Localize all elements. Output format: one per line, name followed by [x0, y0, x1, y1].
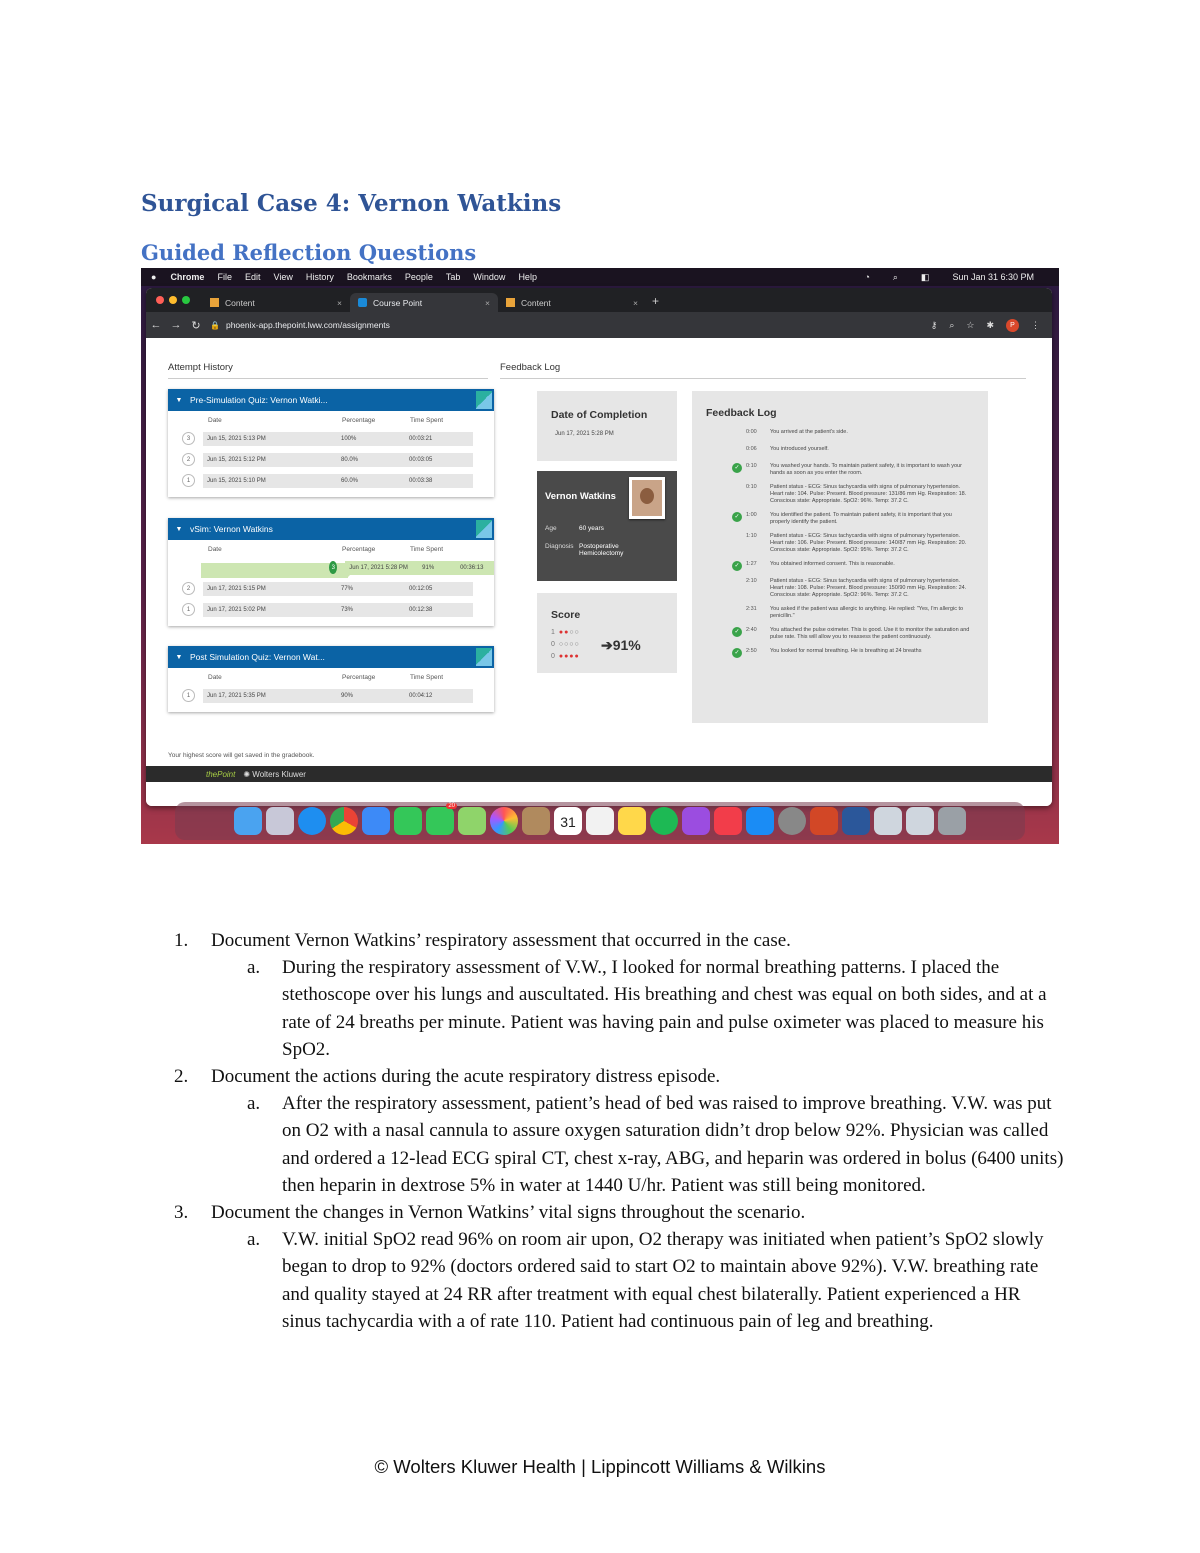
- menu-view[interactable]: View: [273, 272, 293, 282]
- thepoint-logo: thePoint: [206, 769, 236, 779]
- blank-icon: [732, 446, 742, 456]
- attempt-percentage: 77%: [337, 582, 405, 596]
- browser-toolbar: [146, 312, 1052, 338]
- score-rating-dots: 1 ●●○○ 0 ○○○○ 0 ●●●●: [551, 629, 580, 660]
- messages-icon[interactable]: [426, 803, 455, 835]
- feedback-log-entry: [692, 561, 988, 571]
- attempt-percentage: 100%: [337, 432, 405, 446]
- menu-history[interactable]: History: [305, 272, 334, 282]
- chrome-icon[interactable]: [330, 807, 358, 835]
- check-icon: ✓: [732, 627, 742, 637]
- answer-item: [174, 1090, 1064, 1199]
- divider: [500, 378, 1026, 379]
- menu-window[interactable]: Window: [473, 272, 506, 282]
- blank-icon: [732, 429, 742, 439]
- word-icon[interactable]: [842, 807, 870, 835]
- chevron-down-icon[interactable]: ▼: [175, 653, 183, 661]
- answer-text: During the respiratory assessment of V.W., I looked for normal breathing patterns. I placed the stethoscope over his lungs and auscultated. His breathing and chest was equal on both sides, and at a rate of 24 breaths per minute. Patient was having pain and pulse oximeter was placed to measure his SpO2.: [282, 957, 1047, 1060]
- zoom-icon[interactable]: ⌕: [949, 319, 955, 330]
- podcasts-icon[interactable]: [682, 807, 710, 835]
- completion-date: Jun 17, 2021 5:28 PM: [555, 431, 614, 437]
- attempt-number: 2: [182, 453, 195, 466]
- photos-icon[interactable]: [490, 807, 518, 835]
- feedback-log-entry: [692, 533, 988, 554]
- feedback-log-entry: [692, 627, 988, 641]
- attempt-date: Jun 17, 2021 5:02 PM: [203, 603, 337, 617]
- attempt-time: 00:04:12: [405, 689, 473, 703]
- attempt-number: 3: [329, 561, 337, 574]
- lock-icon: 🔒: [210, 320, 220, 330]
- back-icon[interactable]: ←: [150, 319, 162, 331]
- attempt-card-header[interactable]: [168, 518, 494, 540]
- attempt-time: 00:03:21: [405, 432, 473, 446]
- finder-icon[interactable]: [234, 807, 262, 835]
- question-number: 3.: [174, 1202, 189, 1224]
- coursepoint-favicon-icon: [358, 298, 367, 307]
- entry-text: You looked for normal breathing. He is breathing at 24 breaths: [770, 648, 922, 654]
- question-item: [174, 1199, 1064, 1335]
- attempt-percentage: 60.0%: [337, 474, 405, 488]
- answer-label: a.: [247, 1093, 261, 1115]
- entry-time: 2:50: [746, 648, 757, 654]
- table-row[interactable]: [168, 685, 494, 706]
- patient-diagnosis: [545, 543, 639, 557]
- messages-badge: 20: [448, 803, 455, 809]
- entry-text: You asked if the patient was allergic to anything. He replied: "Yes, I'm allergic to penicillin.": [770, 606, 964, 619]
- menu-chrome[interactable]: Chrome: [170, 272, 205, 282]
- reminders-icon[interactable]: [586, 807, 614, 835]
- extensions-icon[interactable]: ✱: [986, 319, 994, 330]
- question-text: Document the changes in Vernon Watkins’ vital signs throughout the scenario.: [211, 1202, 806, 1224]
- entry-time: 0:00: [746, 429, 757, 435]
- chevron-down-icon[interactable]: ▼: [175, 525, 183, 533]
- feedback-log-box: [692, 391, 988, 723]
- mac-menubar: [141, 268, 1059, 286]
- blank-icon: [732, 484, 742, 494]
- attempt-time: 00:12:38: [405, 603, 473, 617]
- check-icon: ✓: [732, 512, 742, 522]
- tab-label: Content: [225, 297, 255, 308]
- feedback-log-entry: [692, 648, 988, 658]
- entry-time: 1:00: [746, 512, 757, 518]
- mac-dock: [175, 802, 1025, 840]
- entry-time: 1:10: [746, 533, 757, 539]
- profile-avatar[interactable]: P: [1006, 319, 1019, 332]
- card-title: Post Simulation Quiz: Vernon Wat...: [190, 652, 325, 662]
- menu-people[interactable]: People: [404, 272, 433, 282]
- question-text: Document Vernon Watkins’ respiratory assessment that occurred in the case.: [211, 930, 791, 951]
- card-title: vSim: Vernon Watkins: [190, 524, 273, 534]
- wk-text: Wolters Kluwer: [252, 769, 306, 779]
- question-number: 1.: [174, 930, 189, 951]
- tab-content-1[interactable]: [202, 293, 350, 312]
- attempt-time: 00:03:05: [405, 453, 473, 467]
- menu-tab[interactable]: Tab: [445, 272, 461, 282]
- reload-icon[interactable]: ↻: [191, 319, 201, 332]
- tab-course-point[interactable]: [350, 293, 498, 312]
- attempt-date: Jun 15, 2021 5:12 PM: [203, 453, 337, 467]
- question-item: [174, 1063, 1064, 1199]
- age-value: 60 years: [579, 525, 604, 532]
- section-subtitle: Guided Reflection Questions: [141, 240, 477, 265]
- score-box: [537, 593, 677, 673]
- attempt-date: Jun 15, 2021 5:13 PM: [203, 432, 337, 446]
- feedback-log-entry: [692, 429, 988, 439]
- feedback-log-entry: [692, 484, 988, 505]
- col-percentage: Percentage: [342, 674, 376, 681]
- patient-card: [537, 471, 677, 581]
- attempt-history-heading: Attempt History: [168, 362, 233, 373]
- col-time: Time Spent: [410, 546, 443, 553]
- attempt-card: [168, 646, 494, 712]
- attempt-number: 2: [182, 582, 195, 595]
- new-tab-icon[interactable]: +: [652, 294, 660, 308]
- score-value: [601, 637, 641, 654]
- menu-file[interactable]: File: [217, 272, 232, 282]
- entry-time: 0:06: [746, 446, 757, 452]
- date-of-completion-title: Date of Completion: [551, 409, 648, 421]
- mail-icon[interactable]: [362, 807, 390, 835]
- answer-text: V.W. initial SpO2 read 96% on room air upon, O2 therapy was initiated when patient’s SpO2 slowly began to drop to 92% (doctors ordered said to start O2 to maintain above 92%). V.W. breathing rate and quality stayed at 24 RR after treatment with equal chest bilaterally. Patient experienced a HR sinus tachycardia with a of rate 110. Patient had continuous pain of leg and breathing.: [282, 1229, 1044, 1332]
- menu-bookmarks[interactable]: Bookmarks: [346, 272, 392, 282]
- star-icon[interactable]: ☆: [966, 319, 975, 330]
- arrow-right-icon: ➔: [601, 637, 613, 653]
- attempt-date: Jun 17, 2021 5:28 PM: [345, 561, 418, 575]
- check-icon: ✓: [732, 648, 742, 658]
- entry-time: 2:10: [746, 578, 757, 584]
- entry-text: Patient status - ECG: Sinus tachycardia with signs of pulmonary hypertension. Heart rate: 108. Pulse: Present. Blood pressure: 150/90 mm Hg. Respiration: 24. Conscious state: Appropriate. SpO2: 96%. Temp: 37.2 C.: [770, 578, 967, 598]
- col-date: Date: [208, 546, 222, 553]
- question-text: Document the actions during the acute respiratory distress episode.: [211, 1066, 721, 1088]
- key-icon[interactable]: ⚷: [930, 319, 938, 330]
- entry-text: You washed your hands. To maintain patient safety, it is important to wash your hands as soon as you enter the room.: [770, 463, 962, 476]
- embedded-screenshot: [141, 268, 1059, 844]
- close-window-icon[interactable]: [156, 296, 164, 304]
- notes-icon[interactable]: [618, 807, 646, 835]
- menubar-clock[interactable]: Sun Jan 31 6:30 PM: [952, 272, 1034, 282]
- col-date: Date: [208, 674, 222, 681]
- close-tab-icon[interactable]: ×: [633, 297, 638, 308]
- table-row[interactable]: [168, 428, 494, 449]
- attempt-percentage: 80.0%: [337, 453, 405, 467]
- page-content: [146, 338, 1052, 806]
- spotify-icon[interactable]: [650, 807, 678, 835]
- feedback-log-entry: [692, 606, 988, 620]
- question-list: [174, 927, 1064, 1335]
- blank-icon: [732, 606, 742, 616]
- content-favicon-icon: [506, 298, 515, 307]
- check-icon: ✓: [732, 561, 742, 571]
- attempt-date: Jun 17, 2021 5:15 PM: [203, 582, 337, 596]
- check-icon: ✓: [732, 463, 742, 473]
- powerpoint-icon[interactable]: [810, 807, 838, 835]
- tab-label: Course Point: [373, 297, 423, 308]
- table-row[interactable]: [168, 578, 494, 599]
- feedback-log-heading: Feedback Log: [500, 362, 561, 373]
- entry-time: 0:10: [746, 484, 757, 490]
- patient-name: Vernon Watkins: [545, 491, 616, 502]
- answer-text: After the respiratory assessment, patient’s head of bed was raised to improve breathing. V.W. was put on O2 with a nasal cannula to assure oxygen saturation didn’t drop below 92%. Physician was called and ordered a 12-lead ECG spiral CT, chest x-ray, ABG, and heparin was ordered in bolus (6400 units) then heparin in dextrose 5% in water at 1440 U/hr. Patient was still being monitored.: [282, 1093, 1064, 1196]
- menu-help[interactable]: Help: [518, 272, 537, 282]
- divider: [168, 378, 488, 379]
- age-label: Age: [545, 525, 557, 532]
- table-row[interactable]: [168, 449, 494, 470]
- entry-text: You arrived at the patient's side.: [770, 429, 848, 435]
- entry-text: Patient status - ECG: Sinus tachycardia with signs of pulmonary hypertension. Heart rate: 106. Pulse: Present. Blood pressure: 140/87 mm Hg. Respiration: 20. Conscious state: Appropriate. SpO2: 95%. Temp: 37.2 C.: [770, 533, 967, 553]
- feedback-log-entry: [692, 578, 988, 599]
- diagnosis-value: Postoperative Hemicolectomy: [579, 543, 624, 557]
- tab-label: Content: [521, 297, 551, 308]
- downloads-icon[interactable]: [874, 807, 902, 835]
- footer-logo-bar: [146, 766, 1052, 782]
- attempt-time: 00:36:13: [456, 561, 494, 575]
- score-title: Score: [551, 609, 581, 621]
- attempt-number: 1: [182, 474, 195, 487]
- feedback-log-entry: [692, 512, 988, 526]
- answer-item: [174, 1226, 1064, 1335]
- table-row[interactable]: [168, 557, 494, 578]
- attempt-card: [168, 389, 494, 497]
- blank-icon: [732, 533, 742, 543]
- card-title: Pre-Simulation Quiz: Vernon Watki...: [190, 395, 328, 405]
- launchpad-icon[interactable]: [266, 807, 294, 835]
- documents-icon[interactable]: [906, 807, 934, 835]
- apple-icon[interactable]: ●: [151, 272, 157, 282]
- answer-item: [174, 954, 1064, 1063]
- card-logo-icon: [476, 520, 492, 538]
- menu-edit[interactable]: Edit: [244, 272, 261, 282]
- card-logo-icon: [476, 648, 492, 666]
- col-percentage: Percentage: [342, 417, 376, 424]
- answer-label: a.: [247, 1229, 261, 1251]
- wolters-kluwer-logo: ✺ Wolters Kluwer: [243, 769, 306, 779]
- forward-icon[interactable]: →: [170, 319, 182, 331]
- url-text: phoenix-app.thepoint.lww.com/assignments: [225, 320, 390, 330]
- attempt-card-header[interactable]: [168, 646, 494, 668]
- search-icon[interactable]: ⌕: [892, 271, 898, 282]
- entry-time: 1:27: [746, 561, 757, 567]
- entry-text: You attached the pulse oximeter. This is good. Use it to monitor the saturation and pulse rate. This will allow you to reassess the patient continuously.: [770, 627, 970, 640]
- entry-text: You obtained informed consent. This is reasonable.: [770, 561, 895, 567]
- entry-text: You introduced yourself.: [770, 446, 829, 452]
- table-row[interactable]: [168, 599, 494, 620]
- date-of-completion-box: [537, 391, 677, 461]
- entry-text: Patient status - ECG: Sinus tachycardia with signs of pulmonary hypertension. Heart rate: 104. Pulse: Present. Blood pressure: 131/86 mm Hg. Respiration: 18. Conscious state: Appropriate. SpO2: 96%. Temp: 37.2 C.: [770, 484, 967, 504]
- minimize-window-icon[interactable]: [169, 296, 177, 304]
- gradebook-note: Your highest score will get saved in the gradebook.: [168, 752, 315, 759]
- table-row[interactable]: [168, 470, 494, 491]
- blank-icon: [732, 578, 742, 588]
- feedback-log-entry: [692, 446, 988, 456]
- col-date: Date: [208, 417, 222, 424]
- col-time: Time Spent: [410, 417, 443, 424]
- close-tab-icon[interactable]: ×: [485, 297, 490, 308]
- facetime-icon[interactable]: [394, 807, 422, 835]
- feedback-log-title: Feedback Log: [706, 407, 777, 419]
- close-tab-icon[interactable]: ×: [337, 297, 342, 308]
- patient-photo: [629, 477, 665, 519]
- maps-icon[interactable]: [458, 807, 486, 835]
- calendar-icon[interactable]: 31: [554, 807, 582, 835]
- attempt-number: 3: [182, 432, 195, 445]
- attempt-date: Jun 15, 2021 5:10 PM: [203, 474, 337, 488]
- highlight-arrow: [201, 563, 348, 578]
- question-number: 2.: [174, 1066, 189, 1088]
- entry-time: 2:31: [746, 606, 757, 612]
- wifi-icon[interactable]: ◔: [864, 272, 870, 282]
- document-title: Surgical Case 4: Vernon Watkins: [141, 190, 562, 217]
- col-percentage: Percentage: [342, 546, 376, 553]
- more-menu-icon[interactable]: ⋮: [1031, 319, 1040, 330]
- entry-text: You identified the patient. To maintain patient safety, it is important that you properly identify the patient.: [770, 512, 952, 525]
- browser-window: [146, 288, 1052, 806]
- trash-icon[interactable]: [938, 807, 966, 835]
- score-percentage: 91%: [612, 637, 641, 653]
- attempt-time: 00:03:38: [405, 474, 473, 488]
- answer-label: a.: [247, 957, 261, 979]
- news-icon[interactable]: [714, 807, 742, 835]
- col-time: Time Spent: [410, 674, 443, 681]
- attempt-time: 00:12:05: [405, 582, 473, 596]
- entry-time: 0:10: [746, 463, 757, 469]
- tab-content-2[interactable]: [498, 293, 646, 312]
- attempt-percentage: 90%: [337, 689, 405, 703]
- attempt-card: [168, 518, 494, 626]
- card-logo-icon: [476, 391, 492, 409]
- attempt-card-header[interactable]: [168, 389, 494, 411]
- system-preferences-icon[interactable]: [778, 807, 806, 835]
- copyright-footer: © Wolters Kluwer Health | Lippincott Williams & Wilkins: [374, 1456, 826, 1477]
- safari-icon[interactable]: [298, 807, 326, 835]
- app-store-icon[interactable]: [746, 807, 774, 835]
- attempt-date: Jun 17, 2021 5:35 PM: [203, 689, 337, 703]
- attempt-percentage: 91%: [418, 561, 456, 575]
- feedback-log-entries: [692, 429, 988, 658]
- address-bar[interactable]: [210, 320, 650, 330]
- diagnosis-label: Diagnosis: [545, 543, 574, 550]
- control-center-icon[interactable]: ◧: [920, 271, 930, 282]
- tab-strip: [146, 288, 1052, 312]
- patient-age: [545, 525, 604, 532]
- attempt-percentage: 73%: [337, 603, 405, 617]
- maximize-window-icon[interactable]: [182, 296, 190, 304]
- attempt-number: 1: [182, 689, 195, 702]
- attempt-number: 1: [182, 603, 195, 616]
- question-item: [174, 927, 1064, 1063]
- chevron-down-icon[interactable]: ▼: [175, 396, 183, 404]
- feedback-log-entry: [692, 463, 988, 477]
- contacts-icon[interactable]: [522, 807, 550, 835]
- entry-time: 2:40: [746, 627, 757, 633]
- content-favicon-icon: [210, 298, 219, 307]
